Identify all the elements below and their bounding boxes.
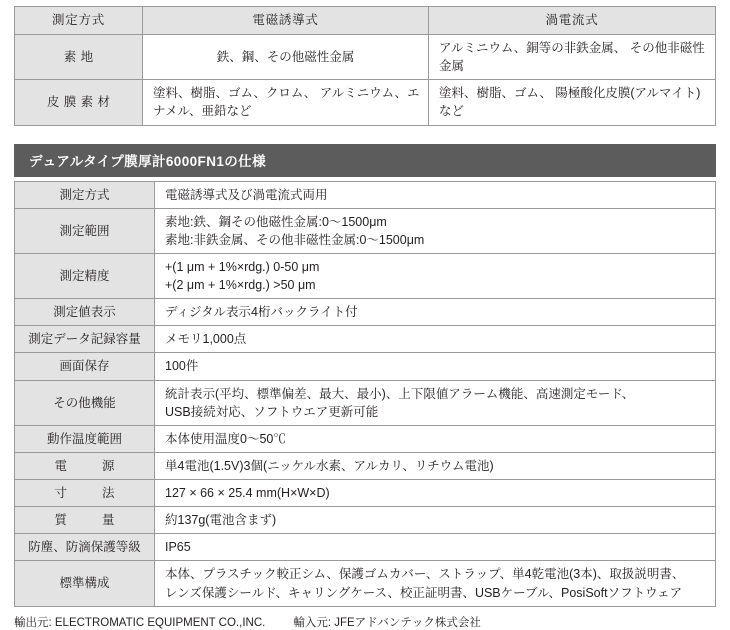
spec-value-measurement-method: 電磁誘導式及び渦電流式両用 xyxy=(155,181,716,208)
spec-value-accuracy: +(1 μm + 1%×rdg.) 0-50 μm +(2 μm + 1%×rdg.) >50 μm xyxy=(155,253,716,298)
spec-value-protection-rating: IP65 xyxy=(155,534,716,561)
spec-value-display: ディジタル表示4桁バックライト付 xyxy=(155,299,716,326)
spec-value-standard-configuration: 本体、プラスチック較正シム、保護ゴムカバー、ストラップ、単4乾電池(3本)、取扱説明書、 レンズ保護シールド、キャリングケース、校正証明書、USBケーブル、PosiSoftソフトウェア xyxy=(155,561,716,606)
table-row xyxy=(15,452,716,479)
spec-key-range: 測定範囲 xyxy=(15,208,155,253)
table-row xyxy=(15,253,716,298)
compare-header-magnetic: 電磁誘導式 xyxy=(143,7,429,35)
spec-key-accuracy: 測定精度 xyxy=(15,253,155,298)
compare-cell-coating-magnetic: 塗料、樹脂、ゴム、クロム、 アルミニウム、エナメル、亜鉛など xyxy=(143,80,429,125)
spec-key-measurement-method: 測定方式 xyxy=(15,181,155,208)
spec-key-other-functions: その他機能 xyxy=(15,380,155,425)
spec-value-other-functions: 統計表示(平均、標準偏差、最大、最小)、上下限値アラーム機能、高速測定モード、 USB接続対応、ソフトウエア更新可能 xyxy=(155,380,716,425)
spec-value-screen-save: 100件 xyxy=(155,353,716,380)
spec-key-operating-temperature: 動作温度範囲 xyxy=(15,425,155,452)
compare-header-eddy: 渦電流式 xyxy=(429,7,716,35)
compare-cell-coating-eddy: 塗料、樹脂、ゴム、 陽極酸化皮膜(アルマイト)など xyxy=(429,80,716,125)
compare-header-method: 測定方式 xyxy=(15,7,143,35)
spec-key-protection-rating: 防塵、防滴保護等級 xyxy=(15,534,155,561)
spec-key-power: 電 源 xyxy=(15,452,155,479)
spec-key-dimensions: 寸 法 xyxy=(15,480,155,507)
table-row xyxy=(15,480,716,507)
table-row xyxy=(15,208,716,253)
compare-row-label-coating: 皮膜素材 xyxy=(15,80,143,125)
spec-value-power: 単4電池(1.5V)3個(ニッケル水素、アルカリ、リチウム電池) xyxy=(155,452,716,479)
table-row xyxy=(15,507,716,534)
measurement-method-comparison-table xyxy=(14,6,716,126)
spec-value-weight: 約137g(電池含まず) xyxy=(155,507,716,534)
spec-key-weight: 質 量 xyxy=(15,507,155,534)
section-title: デュアルタイプ膜厚計6000FN1の仕様 xyxy=(14,144,716,177)
footer-note xyxy=(14,614,716,630)
spec-value-memory: メモリ1,000点 xyxy=(155,326,716,353)
spec-key-display: 測定値表示 xyxy=(15,299,155,326)
table-row xyxy=(15,425,716,452)
footer-importer: 輸入元: JFEアドバンテック株式会社 xyxy=(293,616,481,629)
spec-value-dimensions: 127 × 66 × 25.4 mm(H×W×D) xyxy=(155,480,716,507)
table-row xyxy=(15,561,716,606)
table-row xyxy=(15,35,716,80)
table-row xyxy=(15,380,716,425)
spec-value-range: 素地:鉄、鋼その他磁性金属:0〜1500μm 素地:非鉄金属、その他非磁性金属:0〜1500μm xyxy=(155,208,716,253)
spec-key-screen-save: 画面保存 xyxy=(15,353,155,380)
table-row xyxy=(15,299,716,326)
spec-key-memory: 測定データ記録容量 xyxy=(15,326,155,353)
spec-value-operating-temperature: 本体使用温度0〜50℃ xyxy=(155,425,716,452)
table-row xyxy=(15,534,716,561)
table-row xyxy=(15,7,716,35)
table-row xyxy=(15,80,716,125)
table-row xyxy=(15,353,716,380)
spec-key-standard-configuration: 標準構成 xyxy=(15,561,155,606)
compare-cell-substrate-eddy: アルミニウム、銅等の非鉄金属、 その他非磁性金属 xyxy=(429,35,716,80)
table-row xyxy=(15,326,716,353)
footer-exporter: 輸出元: ELECTROMATIC EQUIPMENT CO.,INC. xyxy=(14,616,266,629)
compare-cell-substrate-magnetic: 鉄、鋼、その他磁性金属 xyxy=(143,35,429,80)
compare-row-label-substrate: 素地 xyxy=(15,35,143,80)
specification-table xyxy=(14,181,716,607)
table-row xyxy=(15,181,716,208)
